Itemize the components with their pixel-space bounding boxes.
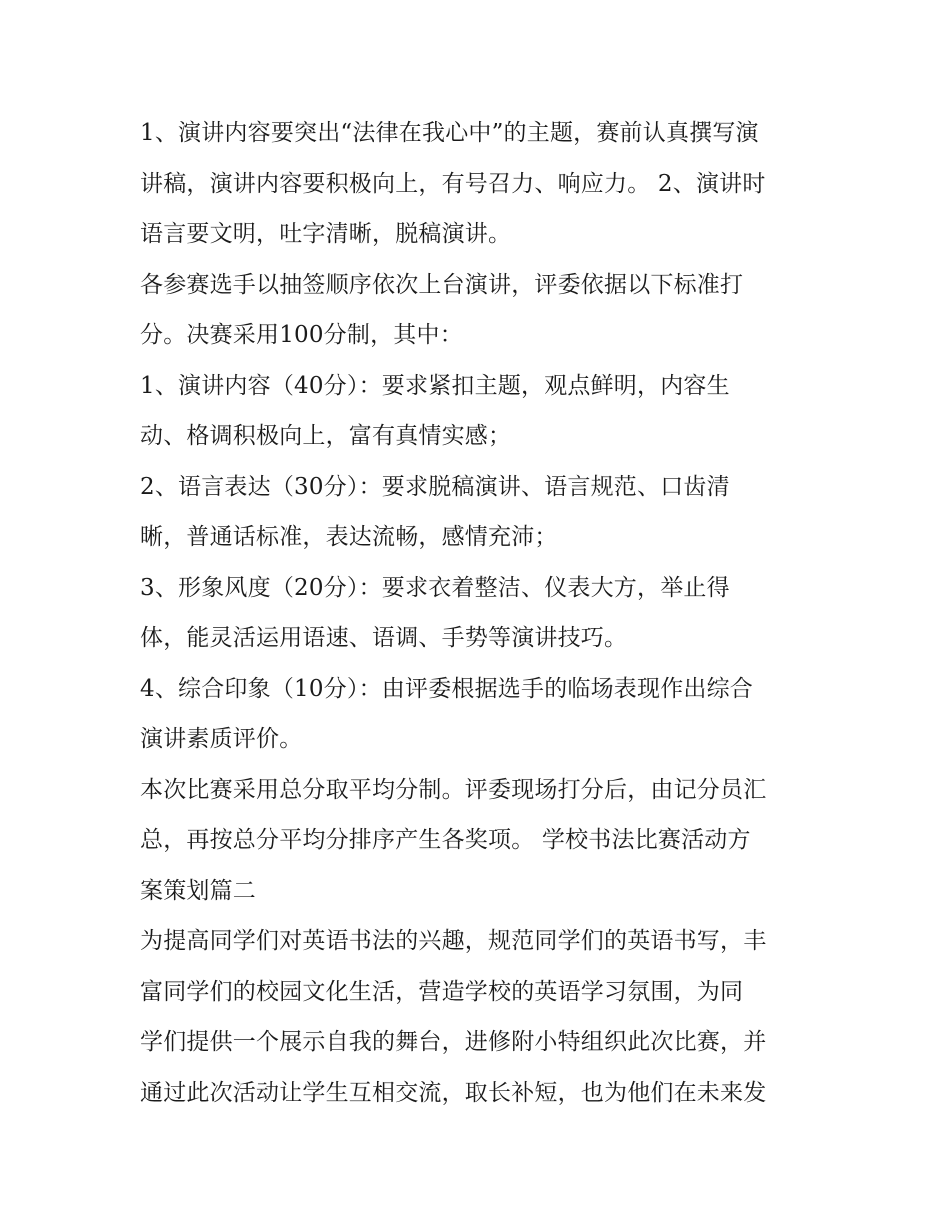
text-line: 学们提供一个展示自我的舞台，进修附小特组织此次比赛，并 [140,1029,767,1055]
text-line: 案策划篇二 [140,877,256,904]
text-line: 2、语言表达（30分）：要求脱稿演讲、语言规范、口齿清 [140,473,730,500]
text-line: 通过此次活动让学生互相交流，取长补短，也为他们在未来发 [140,1079,767,1106]
text-line: 本次比赛采用总分取平均分制。评委现场打分后，由记分员汇 [140,776,767,803]
text-line: 语言要文明，吐字清晰，脱稿演讲。 [140,221,512,247]
text-line: 4、综合印象（10分）：由评委根据选手的临场表现作出综合 [140,675,753,702]
text-line: 体，能灵活运用语速、语调、手势等演讲技巧。 [140,625,628,651]
text-line: 讲稿，演讲内容要积极向上，有号召力、响应力。 2、演讲时 [140,170,766,197]
text-line: 3、形象风度（20分）：要求衣着整洁、仪表大方，举止得 [140,574,730,601]
text-line: 晰，普通话标准，表达流畅，感情充沛； [140,524,558,550]
text-line: 为提高同学们对英语书法的兴趣，规范同学们的英语书写，丰 [140,928,767,954]
text-line: 总，再按总分平均分排序产生各奖项。 学校书法比赛活动方 [140,827,751,853]
text-line: 分。决赛采用100分制，其中： [140,322,463,348]
text-line: 动、格调积极向上，富有真情实感； [140,423,512,449]
text-line: 1、演讲内容（40分）：要求紧扣主题，观点鲜明，内容生 [140,372,730,399]
text-line: 演讲素质评价。 [140,726,303,752]
text-line: 富同学们的校园文化生活，营造学校的英语学习氛围，为同 [140,978,744,1005]
text-line: 1、演讲内容要突出“法律在我心中”的主题，赛前认真撰写演 [140,120,759,146]
document-body [140,108,820,1118]
text-line: 各参赛选手以抽签顺序依次上台演讲，评委依据以下标准打 [140,271,744,298]
